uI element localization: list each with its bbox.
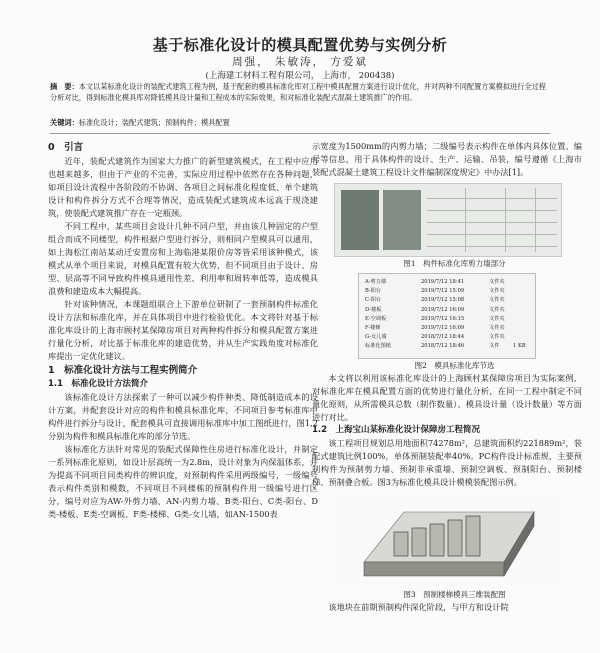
file-list-size bbox=[513, 333, 535, 342]
file-list-date: 2019/7/12 16:09 bbox=[421, 306, 465, 313]
file-list-row bbox=[359, 278, 535, 287]
wall-panel-image bbox=[383, 190, 421, 250]
paragraph-trailing: 该地块在前期预制构件深化阶段，与甲方和设计院 bbox=[328, 602, 509, 612]
file-list-row bbox=[359, 342, 535, 351]
file-list-size bbox=[513, 306, 535, 315]
file-list-name: D-楼板 bbox=[365, 306, 382, 313]
paragraph-method-1: 该标准化设计方法探索了一种可以减少构件种类、降低制造成本的设计方案，并配套设计对应的构件和模具标准化库，不同项目参考标准库中构件进行拆分与设计，配套模具可直接调用标准库中加工图纸进行，图1,2分别为构件和模具标准化库的部分节选。 bbox=[48, 392, 318, 441]
file-list-date: 2019/7/12 15:09 bbox=[421, 288, 465, 295]
stair-mold-3d-icon bbox=[334, 492, 560, 588]
paragraph-intro-2: 不同工程中，某些项目会设计几种不同户型，并由该几种固定的户型组合而成不同楼型，构件根据户型进行拆分，则相同户型模具可以通用，如上海松江南站某动迁安置房和上海临港某限价房等皆采用该种模式，该模式从单个项目来说，对模具配置有较大优势，但不同项目由于设计、房型、层高等不同导致构件模具通用性差、利用率和周转率低等，造成模具浪费和建造成本大幅提高。 bbox=[48, 221, 318, 296]
figure-2-caption: 图2 模具标准化库节选 bbox=[414, 361, 495, 370]
file-list-size bbox=[513, 287, 535, 296]
file-list-type: 文件夹 bbox=[489, 288, 505, 295]
file-list-size bbox=[513, 278, 535, 287]
file-list-date: 2019/7/12 15:08 bbox=[421, 297, 465, 304]
paragraph-intro-1: 近年，装配式建筑作为国家大力推广的新型建筑模式，在工程中应用也越来越多，但由于产业的不完善，实际应用过程中依然存在各种问题，如项目设计流程中各阶段的不协调、各项目之间标准化程度低、单个建筑设计和构件拆分方式不合理等情况，造成装配式建筑成本远高于现浇建筑，使装配式建筑推广存在一定瓶颈。 bbox=[48, 156, 318, 218]
file-list-type: 文件夹 bbox=[489, 334, 505, 341]
paper-authors: 周强， 朱敏涛， 方爱斌 bbox=[232, 56, 368, 68]
left-column bbox=[48, 140, 318, 521]
paragraph-project-summary: 该工程项目规划总用地面积74278m²，总建筑面积约221889m²，装配式建筑比例100%，单体预制装配率40%。PC构件设计标准规，主要预制构件为预制剪力墙、预制非承重墙、预制空调板、预制阳台、预制楼梯、预制叠合板。图3为标准化模具设计模模装配图示例。 bbox=[312, 438, 582, 487]
section-1-2-heading: 1.2 上海宝山某标准化设计保障房工程简况 bbox=[312, 425, 481, 435]
figure-1-image bbox=[334, 183, 562, 257]
figure-3-image bbox=[334, 492, 560, 588]
paragraph-method-2: 该标准化方法针对常见的装配式保障性住房进行标准化设计，并制定一系列标准化原则，如设计层高统一为2.8m，设计对象为内保温体系，并为提高不同项目同类构件的辨识度，对预制构件采用两级编号，一级编号表示构件类别和模数，不同项目不同楼栋的预制构件用一级编号进行区分，编号对应为AW-外剪力墙、AN-内剪力墙、B类-阳台、C类-阳台、D类-楼板、E类-空调板、F类-楼梯、G类-女儿墙，如AN-1500表 bbox=[48, 444, 318, 519]
paragraph-case-intro: 本文将以利用该标准化库设计的上海顾村某保障房项目为实际案例，对标准化库在模具配置方面的优势进行量化分析，在同一工程中制定不同量化原则，从所需模具总数（制作数量）、模具设计量（设计数量）等方面进行对比。 bbox=[312, 373, 582, 422]
file-list-name: A-剪力墙 bbox=[365, 279, 387, 285]
section-1-1-heading: 1.1 标准化设计方法简介 bbox=[48, 379, 149, 389]
file-list-date: 2018/7/12 18:44 bbox=[421, 334, 465, 341]
paragraph-continued: 示宽度为1500mm的内剪力墙；二级编号表示构件在单体内具体位置、编号等信息，用于具体构件的设计、生产、运输、吊装，编号遵循《上海市装配式混凝土建筑工程设计文件编制深度规定》中办法[1]。 bbox=[312, 141, 582, 177]
file-list-row bbox=[359, 333, 535, 342]
abstract bbox=[50, 82, 550, 103]
file-list-date: 2018/7/12 18:46 bbox=[421, 343, 465, 350]
file-list-row bbox=[359, 296, 535, 305]
file-list-name: 标准化图纸 bbox=[365, 343, 391, 350]
keywords-text: 标准化设计；装配式建筑；预制构件；模具配置 bbox=[78, 118, 230, 127]
wall-panel-image bbox=[341, 190, 379, 250]
abstract-label: 摘 要： bbox=[50, 82, 79, 91]
header-divider bbox=[50, 133, 550, 134]
file-list-row bbox=[359, 306, 535, 315]
file-list-type: 文件夹 bbox=[489, 325, 505, 332]
file-list-type: 文件夹 bbox=[489, 306, 505, 313]
section-0-heading: 0 引言 bbox=[48, 142, 84, 153]
file-list-name: C-阳台 bbox=[365, 297, 382, 304]
file-list-size bbox=[513, 296, 535, 305]
right-column bbox=[312, 140, 582, 614]
file-list-date: 2019/7/12 18:41 bbox=[421, 279, 465, 285]
keywords bbox=[50, 118, 550, 128]
file-list-name: F-楼梯 bbox=[365, 325, 381, 332]
file-list-type: 文件 bbox=[489, 343, 500, 350]
file-list-name: E-空调板 bbox=[365, 315, 387, 322]
paper-affiliation: (上海建工材料工程有限公司， 上海市， 200438) bbox=[205, 71, 395, 81]
file-list-type: 文件夹 bbox=[489, 279, 505, 285]
figure-3-caption: 图3 预制楼梯模具三维装配图 bbox=[403, 590, 506, 599]
file-list-name: G-女儿墙 bbox=[365, 334, 387, 341]
file-list-row bbox=[359, 324, 535, 333]
file-list-size: 1 KB bbox=[513, 343, 526, 350]
keywords-label: 关键词： bbox=[50, 118, 79, 127]
file-list-size bbox=[513, 315, 535, 324]
file-list-row bbox=[359, 287, 535, 296]
figure-2-file-list bbox=[358, 273, 536, 359]
file-list-type: 文件夹 bbox=[489, 315, 505, 322]
file-list-name: B-阳台 bbox=[365, 288, 382, 295]
figure-1-caption: 图1 构件标准化库剪力墙部分 bbox=[403, 259, 506, 268]
file-list-type: 文件夹 bbox=[489, 297, 505, 304]
file-list-size bbox=[513, 324, 535, 333]
section-1-heading: 1 标准化设计方法与工程实例简介 bbox=[48, 365, 198, 376]
paper-title: 基于标准化设计的模具配置优势与实例分析 bbox=[152, 36, 448, 54]
paragraph-intro-3: 针对该种情况，本课题组联合上下游单位研制了一套预制构件标准化设计方法和标准化库，并在具体项目中进行检验优化。本文将针对基于标准化库设计的上海市顾村某保障房项目对两种构件拆分和模具配置方案进行量化分析，对比基于标准化库的建造优势，并从生产实践角度对标准化库提出一定优化建议。 bbox=[48, 299, 318, 361]
file-list-row bbox=[359, 315, 535, 324]
file-list-date: 2019/7/12 16:15 bbox=[421, 315, 465, 322]
file-list-date: 2019/7/12 16:09 bbox=[421, 325, 465, 332]
abstract-text: 本文以某标准化设计的装配式建筑工程为例，基于配套的模具标准化库对工程中模具配置方案进行设计优化，并对两种不同配置方案模拟进行全过程分析对比，得到标准化模具库对降低模具设计量和工程成本的实际效果，和对标准化装配式混凝土建筑推广的作用。 bbox=[50, 82, 546, 102]
